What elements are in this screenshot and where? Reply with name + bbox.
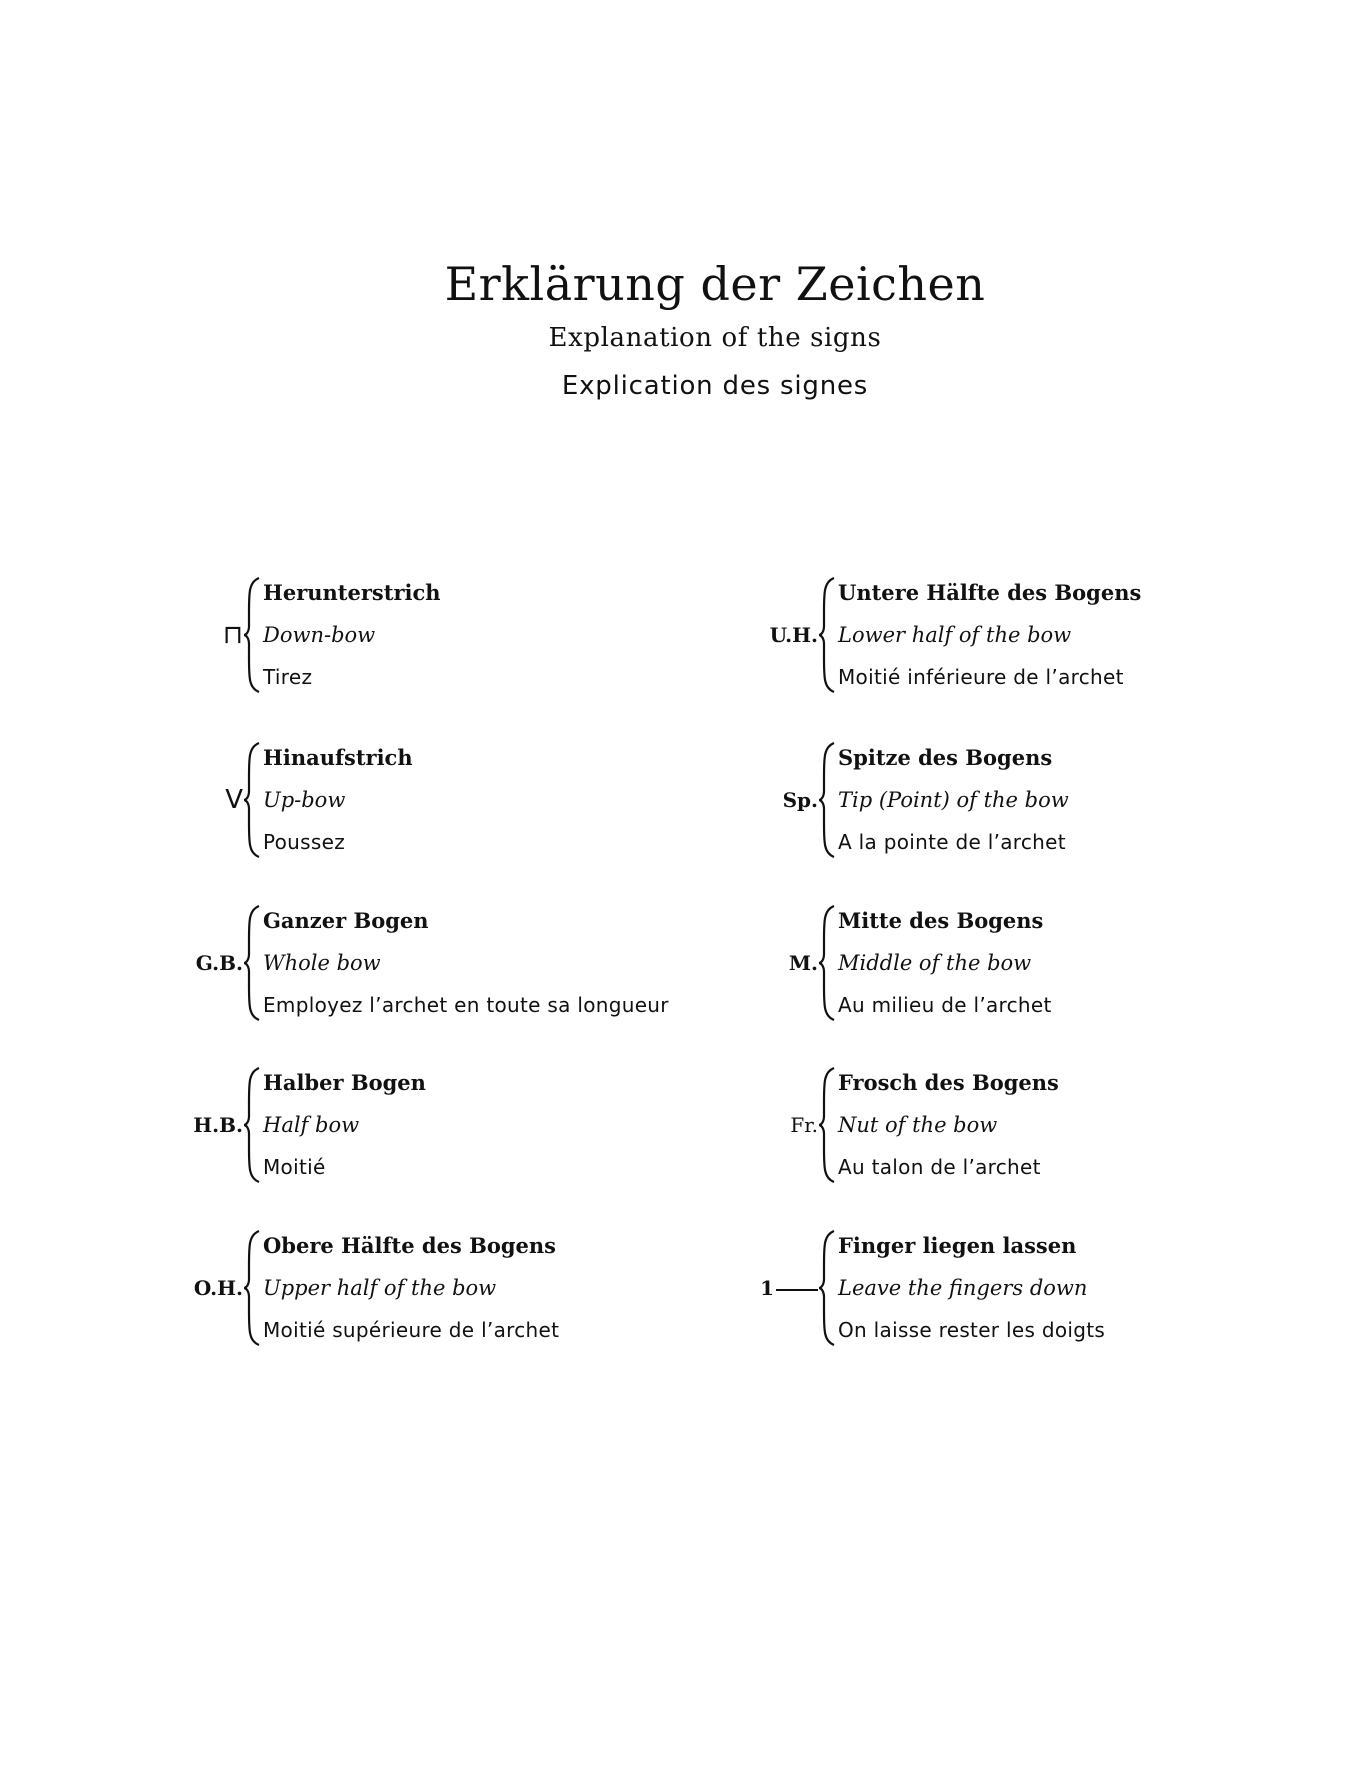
label-french: Employez l’archet en toute sa longueur bbox=[263, 993, 669, 1017]
label-german: Frosch des Bogens bbox=[838, 1070, 1059, 1095]
label-english: Leave the fingers down bbox=[838, 1276, 1088, 1300]
label-english: Half bow bbox=[263, 1113, 360, 1137]
label-french: A la pointe de l’archet bbox=[838, 830, 1066, 854]
label-german: Hinaufstrich bbox=[263, 745, 413, 770]
label-german: Ganzer Bogen bbox=[263, 908, 429, 933]
label-german: Finger liegen lassen bbox=[838, 1233, 1077, 1258]
lower-half-sign: U.H. bbox=[769, 623, 818, 647]
hold-line-icon bbox=[776, 1289, 818, 1291]
finger-hold-sign bbox=[760, 1276, 818, 1300]
label-german: Herunterstrich bbox=[263, 580, 441, 605]
label-english: Tip (Point) of the bow bbox=[838, 788, 1069, 812]
brace-icon bbox=[243, 1225, 261, 1351]
tip-sign: Sp. bbox=[782, 788, 818, 812]
brace-icon bbox=[818, 1225, 836, 1351]
brace-icon bbox=[818, 900, 836, 1026]
title-block bbox=[0, 256, 1371, 404]
label-english: Upper half of the bow bbox=[263, 1276, 497, 1300]
label-french: Au milieu de l’archet bbox=[838, 993, 1052, 1017]
up-bow-sign: V bbox=[225, 785, 243, 815]
label-french: On laisse rester les doigts bbox=[838, 1318, 1106, 1342]
upper-half-sign: O.H. bbox=[193, 1276, 243, 1300]
label-english: Down-bow bbox=[263, 623, 376, 647]
subtitle-french: Explication des signes bbox=[561, 371, 869, 401]
label-german: Mitte des Bogens bbox=[838, 908, 1044, 933]
label-english: Whole bow bbox=[263, 951, 381, 975]
whole-bow-sign: G.B. bbox=[195, 951, 243, 975]
middle-sign: M. bbox=[788, 951, 818, 975]
label-german: Halber Bogen bbox=[263, 1070, 426, 1095]
label-french: Moitié bbox=[263, 1155, 326, 1179]
label-french: Tirez bbox=[263, 665, 313, 689]
nut-sign: Fr. bbox=[790, 1113, 818, 1137]
brace-icon bbox=[243, 572, 261, 698]
page-title: Erklärung der Zeichen bbox=[444, 257, 986, 311]
label-french: Moitié inférieure de l’archet bbox=[838, 665, 1124, 689]
label-english: Middle of the bow bbox=[838, 951, 1032, 975]
label-english: Nut of the bow bbox=[838, 1113, 998, 1137]
brace-icon bbox=[243, 737, 261, 863]
down-bow-sign: ⊓ bbox=[222, 620, 243, 650]
label-german: Untere Hälfte des Bogens bbox=[838, 580, 1142, 605]
finger-number: 1 bbox=[760, 1276, 774, 1300]
brace-icon bbox=[818, 572, 836, 698]
label-french: Au talon de l’archet bbox=[838, 1155, 1041, 1179]
half-bow-sign: H.B. bbox=[193, 1113, 243, 1137]
label-german: Obere Hälfte des Bogens bbox=[263, 1233, 556, 1258]
brace-icon bbox=[243, 1062, 261, 1188]
label-german: Spitze des Bogens bbox=[838, 745, 1053, 770]
label-french: Moitié supérieure de l’archet bbox=[263, 1318, 560, 1342]
label-french: Poussez bbox=[263, 830, 346, 854]
subtitle-english: Explanation of the signs bbox=[548, 323, 882, 353]
label-english: Up-bow bbox=[263, 788, 346, 812]
brace-icon bbox=[243, 900, 261, 1026]
brace-icon bbox=[818, 1062, 836, 1188]
brace-icon bbox=[818, 737, 836, 863]
label-english: Lower half of the bow bbox=[838, 623, 1072, 647]
